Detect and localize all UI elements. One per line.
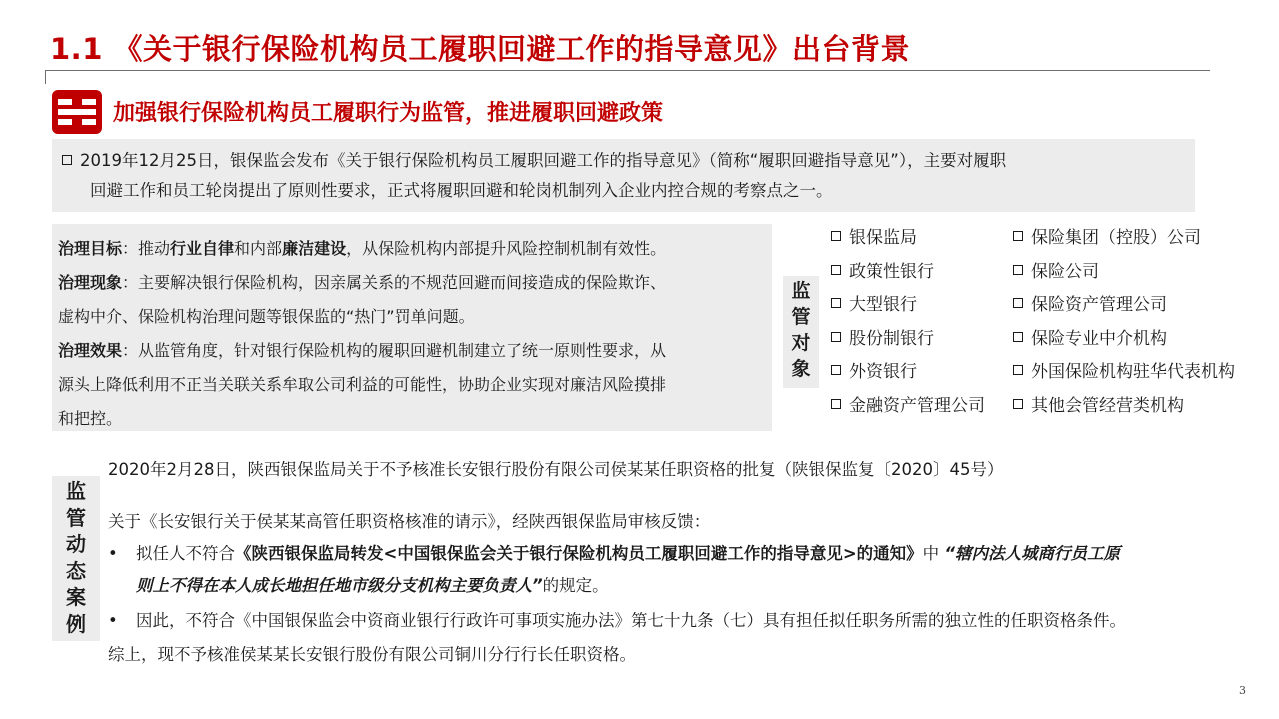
page-title: 1.1 《关于银行保险机构员工履职回避工作的指导意见》出台背景 <box>50 32 910 66</box>
governance-goal: 治理目标：推动行业自律和内部廉洁建设，从保险机构内部提升风险控制机制有效性。 <box>58 239 667 258</box>
section-logo-icon <box>52 90 102 134</box>
target-item: 其他会管经营类机构 <box>1013 390 1235 424</box>
target-item: 保险资产管理公司 <box>1013 289 1235 323</box>
case-summary: 综上，现不予核准侯某某长安银行股份有限公司铜川分行行长任职资格。 <box>108 645 636 664</box>
governance-effect-end: 和把控。 <box>58 409 123 428</box>
page-number: 3 <box>1239 684 1246 697</box>
target-item: 股份制银行 <box>831 323 985 357</box>
case-intro: 关于《长安银行关于侯某某高管任职资格核准的请示》，经陕西银保监局审核反馈： <box>108 512 711 531</box>
governance-effect-cont: 源头上降低利用不正当关联关系牟取公司利益的可能性，协助企业实现对廉洁风险摸排 <box>58 375 667 394</box>
notice-panel <box>52 139 1195 212</box>
notice-line-2: 回避工作和员工轮岗提出了原则性要求，正式将履职回避和轮岗机制列入企业内控合规的考察点之一。 <box>90 181 833 200</box>
target-item: 保险专业中介机构 <box>1013 323 1235 357</box>
target-item: 保险公司 <box>1013 256 1235 290</box>
checkbox-icon <box>62 155 72 165</box>
governance-effect: 治理效果：从监管角度，针对银行保险机构的履职回避机制建立了统一原则性要求，从 <box>58 341 667 360</box>
target-item: 政策性银行 <box>831 256 985 290</box>
case-header: 2020年2月28日，陕西银保监局关于不予核准长安银行股份有限公司侯某某任职资格的批复（陕银保监复〔2020〕45号） <box>108 460 1004 479</box>
case-label: 监 管 动 态 案 例 <box>52 476 100 641</box>
targets-list-left <box>831 222 985 423</box>
targets-list-right <box>1013 222 1235 423</box>
target-item: 外资银行 <box>831 356 985 390</box>
governance-phenomenon-cont: 虚构中介、保险机构治理问题等银保监的“热门”罚单问题。 <box>58 307 475 326</box>
case-bullet-1: • 拟任人不符合《陕西银保监局转发<中国银保监会关于银行保险机构员工履职回避工作的指导意见>的通知》中 “辖内法人城商行员工原 <box>108 544 1121 563</box>
case-bullet-2: • 因此，不符合《中国银保监会中资商业银行行政许可事项实施办法》第七十九条（七）具有担任拟任职务所需的独立性的任职资格条件。 <box>108 611 1126 630</box>
target-item: 大型银行 <box>831 289 985 323</box>
target-item: 银保监局 <box>831 222 985 256</box>
target-item: 金融资产管理公司 <box>831 390 985 424</box>
case-bullet-1-cont: 则上不得在本人成长地担任地市级分支机构主要负责人”的规定。 <box>136 576 609 595</box>
target-item: 外国保险机构驻华代表机构 <box>1013 356 1235 390</box>
section-subheading: 加强银行保险机构员工履职行为监管，推进履职回避政策 <box>113 101 664 126</box>
targets-label: 监 管 对 象 <box>783 276 819 388</box>
title-divider-tick <box>45 70 46 84</box>
target-item: 保险集团（控股）公司 <box>1013 222 1235 256</box>
governance-panel <box>52 224 772 431</box>
governance-phenomenon: 治理现象：主要解决银行保险机构，因亲属关系的不规范回避而间接造成的保险欺诈、 <box>58 273 667 292</box>
title-divider <box>45 70 1210 71</box>
notice-line-1: 2019年12月25日，银保监会发布《关于银行保险机构员工履职回避工作的指导意见》（简称“履职回避指导意见”），主要对履职 <box>62 146 1006 176</box>
